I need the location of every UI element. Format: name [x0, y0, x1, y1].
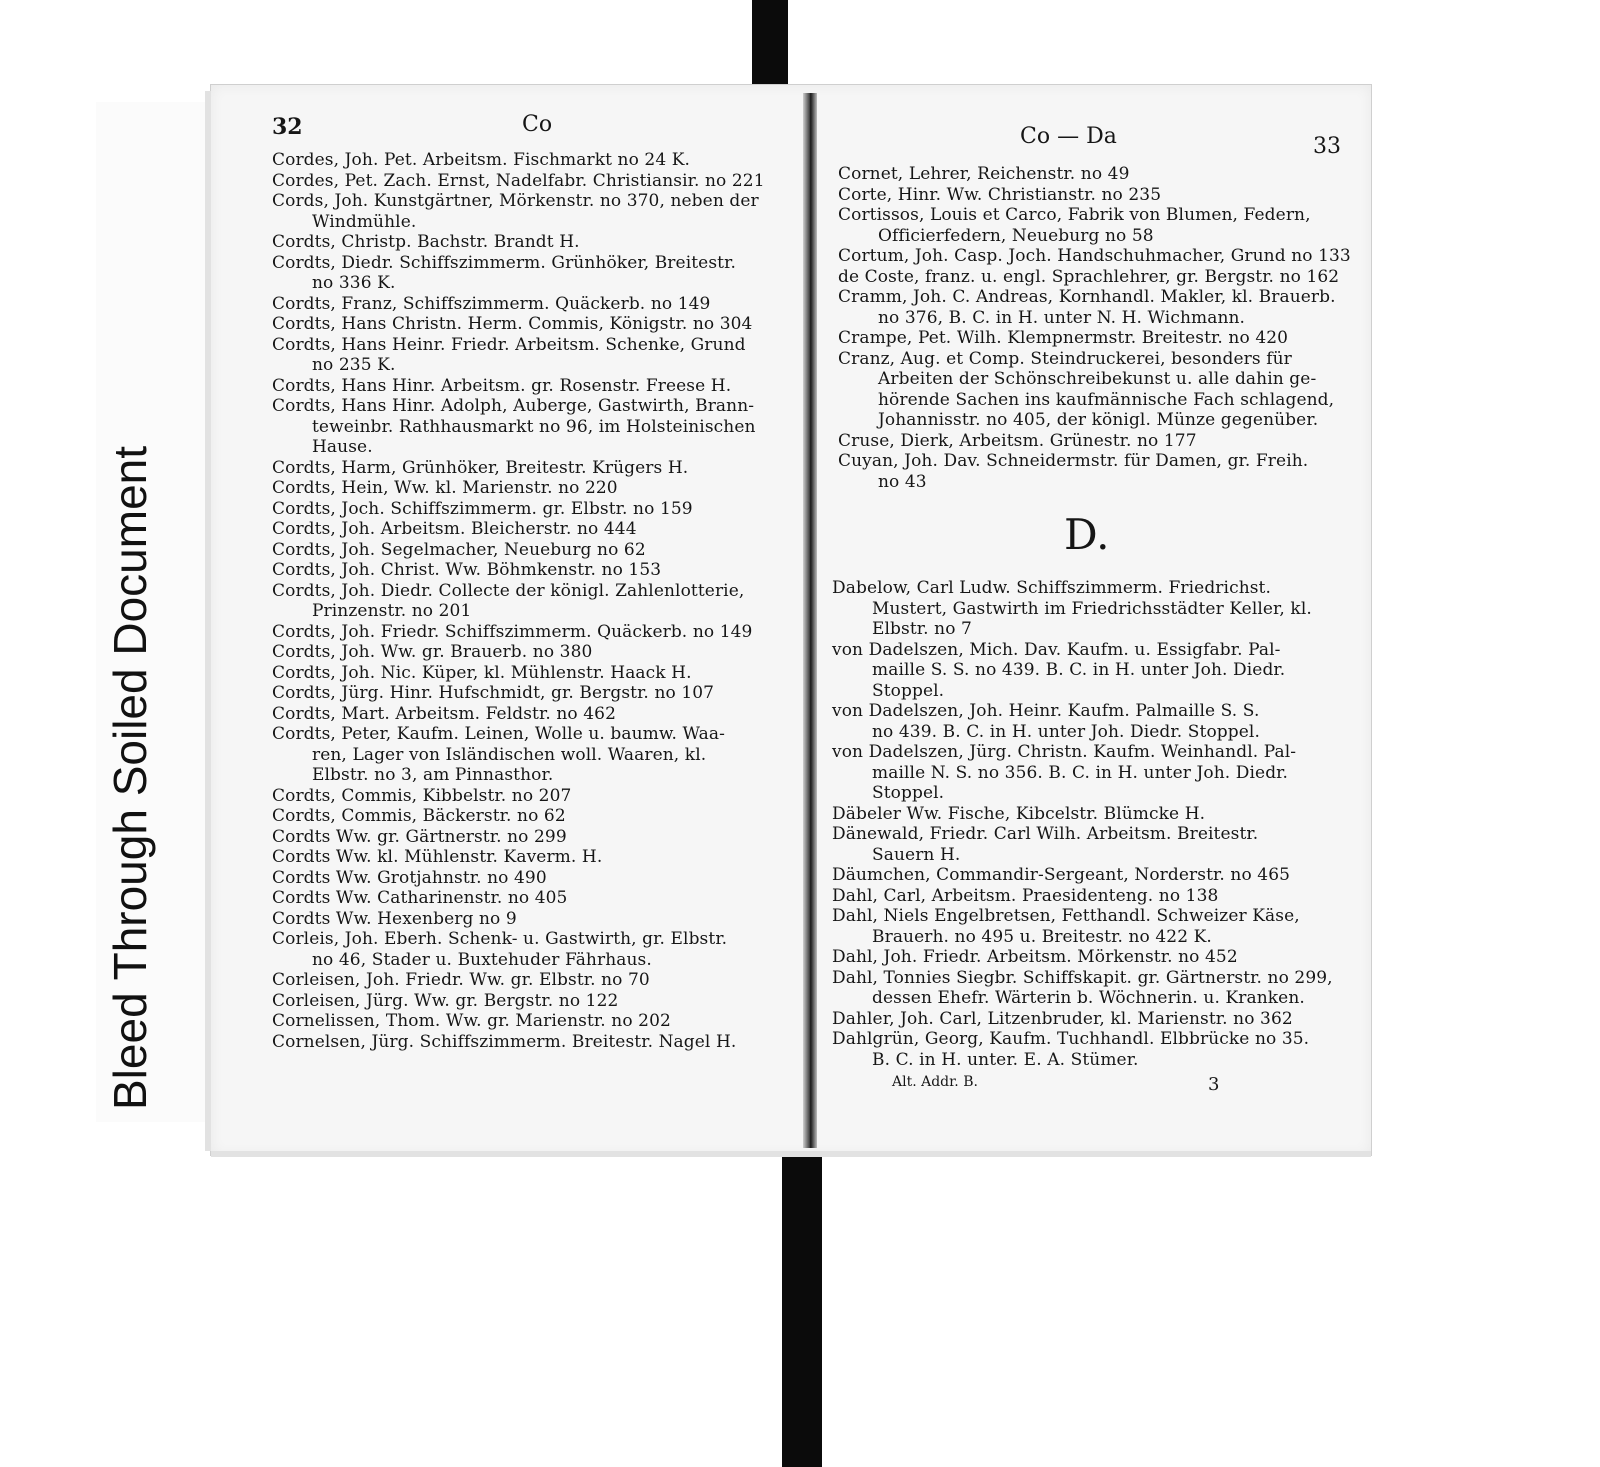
entry-line: Dahl, Niels Engelbretsen, Fetthandl. Schweizer Käse, [832, 906, 1300, 926]
entry-continuation-line: Sauern H. [872, 844, 961, 865]
directory-entry [832, 742, 1333, 804]
entry-continuation-line: hörende Sachen ins kaufmännische Fach schlagend, [878, 389, 1335, 410]
directory-entry [272, 827, 765, 848]
directory-entry [272, 171, 765, 192]
directory-entry [272, 396, 765, 458]
directory-entry [832, 947, 1333, 968]
entry-line: Corte, Hinr. Ww. Christianstr. no 235 [838, 184, 1162, 205]
entry-line: Cordts Ww. kl. Mühlenstr. Kaverm. H. [272, 847, 603, 867]
bottom-binding-strip [782, 1148, 822, 1467]
entry-line: Dänewald, Friedr. Carl Wilh. Arbeitsm. Breitestr. [832, 824, 1259, 844]
entry-line: Cordts, Joh. Christ. Ww. Böhmkenstr. no 153 [272, 560, 662, 580]
entry-line: Cordts, Joh. Diedr. Collecte der königl. Zahlenlotterie, [272, 580, 745, 601]
entry-line: Dahl, Tonnies Siegbr. Schiffskapit. gr. Gärtnerstr. no 299, [832, 967, 1333, 988]
entry-continuation-line: Mustert, Gastwirth im Friedrichsstädter Keller, kl. [872, 598, 1312, 619]
directory-entry [272, 540, 765, 561]
directory-entry [838, 267, 1351, 288]
directory-entry [838, 349, 1351, 431]
directory-entry [272, 786, 765, 807]
entry-continuation-line: Stoppel. [872, 680, 945, 701]
entry-line: Corleisen, Jürg. Ww. gr. Bergstr. no 122 [272, 990, 619, 1011]
entry-line: Dahl, Carl, Arbeitsm. Praesidenteng. no 138 [832, 885, 1219, 906]
entry-line: Crampe, Pet. Wilh. Klempnermstr. Breitestr. no 420 [838, 328, 1289, 348]
left-page-edge [205, 91, 211, 1151]
directory-entry [272, 1032, 765, 1053]
directory-entry [272, 150, 765, 171]
book-gutter [803, 93, 817, 1148]
entry-continuation-line: Arbeiten der Schönschreibekunst u. alle dahin ge- [878, 369, 1317, 389]
entry-continuation-line: Hause. [312, 437, 373, 457]
directory-entry [272, 970, 765, 991]
entry-line: Cordts, Mart. Arbeitsm. Feldstr. no 462 [272, 703, 616, 724]
entry-line: Corleis, Joh. Eberh. Schenk- u. Gastwirth, gr. Elbstr. [272, 929, 728, 949]
right-running-head: Co — Da [1020, 124, 1117, 149]
entry-line: Cornet, Lehrer, Reichenstr. no 49 [838, 164, 1130, 184]
directory-entry [272, 294, 765, 315]
entry-line: Cramm, Joh. C. Andreas, Kornhandl. Makler, kl. Brauerb. [838, 287, 1336, 307]
entry-continuation-line: Windmühle. [312, 211, 417, 232]
directory-entry [272, 663, 765, 684]
directory-entry [272, 724, 765, 786]
entry-continuation-line: no 439. B. C. in H. unter Joh. Diedr. Stoppel. [872, 721, 1260, 742]
directory-entry [272, 868, 765, 889]
entry-line: Cordts, Hans Heinr. Friedr. Arbeitsm. Schenke, Grund [272, 334, 746, 355]
right-d-entry-list [832, 578, 1333, 1070]
directory-entry [272, 806, 765, 827]
directory-entry [832, 640, 1333, 702]
entry-line: Cordts, Hans Christn. Herm. Commis, Königstr. no 304 [272, 314, 753, 334]
directory-entry [272, 642, 765, 663]
entry-line: Cordes, Joh. Pet. Arbeitsm. Fischmarkt no 24 K. [272, 150, 691, 170]
entry-line: Cordts, Hans Hinr. Adolph, Auberge, Gastwirth, Brann- [272, 396, 755, 416]
directory-entry [838, 185, 1351, 206]
directory-entry [272, 991, 765, 1012]
entry-continuation-line: ren, Lager von Isländischen woll. Waaren, kl. [312, 744, 707, 765]
entry-line: Cordts, Diedr. Schiffszimmerm. Grünhöker, Breitestr. [272, 252, 736, 273]
entry-line: Cranz, Aug. et Comp. Steindruckerei, besonders für [838, 348, 1292, 369]
footer-signature: Alt. Addr. B. [892, 1074, 978, 1090]
entry-continuation-line: B. C. in H. unter. E. A. Stümer. [872, 1049, 1139, 1070]
entry-line: de Coste, franz. u. engl. Sprachlehrer, gr. Bergstr. no 162 [838, 266, 1340, 287]
entry-line: Cordts, Franz, Schiffszimmerm. Quäckerb. no 149 [272, 293, 711, 314]
entry-line: von Dadelszen, Jürg. Christn. Kaufm. Weinhandl. Pal- [832, 742, 1297, 762]
entry-continuation-line: dessen Ehefr. Wärterin b. Wöchnerin. u. Kranken. [872, 988, 1305, 1008]
left-entry-list [272, 150, 765, 1052]
right-co-entry-list [838, 164, 1351, 492]
directory-entry [832, 804, 1333, 825]
directory-entry [272, 888, 765, 909]
entry-continuation-line: Officierfedern, Neueburg no 58 [878, 225, 1154, 246]
entry-line: Cordts, Commis, Bäckerstr. no 62 [272, 806, 566, 826]
directory-entry [832, 968, 1333, 1009]
directory-entry [272, 191, 765, 232]
entry-line: Cordts, Commis, Kibbelstr. no 207 [272, 785, 572, 806]
entry-continuation-line: maille N. S. no 356. B. C. in H. unter Joh. Diedr. [872, 762, 1289, 783]
left-page-number: 32 [272, 114, 303, 140]
left-running-head: Co [522, 112, 553, 137]
entry-line: Corleisen, Joh. Friedr. Ww. gr. Elbstr. no 70 [272, 970, 650, 990]
entry-line: Cortum, Joh. Casp. Joch. Handschuhmacher, Grund no 133 [838, 246, 1351, 266]
directory-entry [272, 499, 765, 520]
directory-entry [272, 683, 765, 704]
entry-line: Dabelow, Carl Ludw. Schiffszimmerm. Friedrichst. [832, 578, 1271, 598]
section-letter-d: D. [1064, 510, 1110, 559]
entry-line: Cornelissen, Thom. Ww. gr. Marienstr. no 202 [272, 1011, 671, 1031]
entry-line: Cordts Ww. Hexenberg no 9 [272, 908, 517, 929]
entry-line: Dahlgrün, Georg, Kaufm. Tuchhandl. Elbbrücke no 35. [832, 1029, 1310, 1049]
directory-entry [832, 578, 1333, 640]
directory-entry [272, 314, 765, 335]
right-page-number: 33 [1313, 134, 1341, 159]
entry-line: Cornelsen, Jürg. Schiffszimmerm. Breitestr. Nagel H. [272, 1031, 737, 1052]
entry-line: Dahler, Joh. Carl, Litzenbruder, kl. Marienstr. no 362 [832, 1008, 1293, 1029]
entry-line: von Dadelszen, Mich. Dav. Kaufm. u. Essigfabr. Pal- [832, 639, 1281, 660]
directory-entry [272, 376, 765, 397]
directory-entry [832, 824, 1333, 865]
directory-entry [832, 1029, 1333, 1070]
directory-entry [838, 246, 1351, 267]
directory-entry [272, 560, 765, 581]
directory-entry [838, 328, 1351, 349]
entry-continuation-line: no 46, Stader u. Buxtehuder Fährhaus. [312, 949, 652, 970]
footer-sheet-number: 3 [1208, 1074, 1220, 1095]
entry-continuation-line: Stoppel. [872, 783, 945, 803]
directory-entry [272, 232, 765, 253]
directory-entry [272, 335, 765, 376]
entry-line: Cuyan, Joh. Dav. Schneidermstr. für Damen, gr. Freih. [838, 451, 1309, 471]
entry-line: Cordts, Harm, Grünhöker, Breitestr. Krügers H. [272, 457, 689, 478]
entry-line: von Dadelszen, Joh. Heinr. Kaufm. Palmaille S. S. [832, 701, 1260, 721]
directory-entry [272, 622, 765, 643]
directory-entry [838, 451, 1351, 492]
directory-entry [272, 458, 765, 479]
bottom-page-edge [211, 1151, 1371, 1157]
entry-line: Cords, Joh. Kunstgärtner, Mörkenstr. no 370, neben der [272, 191, 759, 211]
entry-line: Cordts Ww. Grotjahnstr. no 490 [272, 867, 547, 888]
directory-entry [272, 847, 765, 868]
entry-continuation-line: Elbstr. no 7 [872, 619, 972, 639]
entry-line: Cordts, Joch. Schiffszimmerm. gr. Elbstr. no 159 [272, 498, 693, 519]
entry-continuation-line: Brauerh. no 495 u. Breitestr. no 422 K. [872, 926, 1212, 947]
entry-line: Cruse, Dierk, Arbeitsm. Grünestr. no 177 [838, 430, 1197, 451]
directory-entry [272, 909, 765, 930]
entry-line: Cordts Ww. gr. Gärtnerstr. no 299 [272, 826, 567, 847]
directory-entry [832, 906, 1333, 947]
entry-line: Däbeler Ww. Fische, Kibcelstr. Blümcke H. [832, 803, 1206, 824]
entry-line: Cordts, Joh. Friedr. Schiffszimmerm. Quäckerb. no 149 [272, 621, 753, 642]
directory-entry [272, 519, 765, 540]
entry-line: Dahl, Joh. Friedr. Arbeitsm. Mörkenstr. no 452 [832, 947, 1238, 967]
directory-entry [272, 253, 765, 294]
entry-continuation-line: maille S. S. no 439. B. C. in H. unter Joh. Diedr. [872, 660, 1286, 680]
entry-line: Cordts, Christp. Bachstr. Brandt H. [272, 232, 580, 252]
directory-entry [272, 1011, 765, 1032]
directory-entry [832, 886, 1333, 907]
entry-line: Cordts, Hein, Ww. kl. Marienstr. no 220 [272, 478, 618, 498]
entry-line: Cordts, Joh. Segelmacher, Neueburg no 62 [272, 539, 646, 560]
overlay-label: Bleed Through Soiled Document [104, 445, 156, 1110]
entry-continuation-line: teweinbr. Rathhausmarkt no 96, im Holsteinischen [312, 416, 756, 437]
directory-entry [838, 164, 1351, 185]
directory-entry [272, 704, 765, 725]
directory-entry [838, 205, 1351, 246]
entry-continuation-line: no 336 K. [312, 273, 396, 293]
entry-continuation-line: no 43 [878, 471, 927, 492]
directory-entry [272, 478, 765, 499]
entry-line: Cordts, Hans Hinr. Arbeitsm. gr. Rosenstr. Freese H. [272, 375, 732, 396]
entry-continuation-line: no 376, B. C. in H. unter N. H. Wichmann. [878, 307, 1246, 328]
directory-entry [832, 865, 1333, 886]
directory-entry [832, 701, 1333, 742]
entry-continuation-line: Elbstr. no 3, am Pinnasthor. [312, 765, 554, 785]
entry-line: Cordts Ww. Catharinenstr. no 405 [272, 888, 568, 908]
entry-line: Cordes, Pet. Zach. Ernst, Nadelfabr. Christiansir. no 221 [272, 170, 765, 191]
entry-line: Cordts, Joh. Nic. Küper, kl. Mühlenstr. Haack H. [272, 662, 692, 683]
entry-continuation-line: Johannisstr. no 405, der königl. Münze gegenüber. [878, 410, 1319, 430]
entry-line: Cortissos, Louis et Carco, Fabrik von Blumen, Federn, [838, 205, 1311, 225]
entry-line: Cordts, Joh. Ww. gr. Brauerb. no 380 [272, 642, 593, 662]
entry-continuation-line: no 235 K. [312, 355, 396, 375]
directory-entry [272, 929, 765, 970]
entry-line: Cordts, Joh. Arbeitsm. Bleicherstr. no 444 [272, 519, 637, 539]
entry-line: Cordts, Jürg. Hinr. Hufschmidt, gr. Bergstr. no 107 [272, 683, 715, 703]
top-binding-strip [752, 0, 788, 88]
entry-line: Cordts, Peter, Kaufm. Leinen, Wolle u. baumw. Waa- [272, 724, 725, 744]
directory-entry [838, 287, 1351, 328]
directory-entry [272, 581, 765, 622]
directory-entry [838, 431, 1351, 452]
entry-continuation-line: Prinzenstr. no 201 [312, 601, 472, 621]
entry-line: Däumchen, Commandir-Sergeant, Norderstr. no 465 [832, 865, 1291, 885]
directory-entry [832, 1009, 1333, 1030]
